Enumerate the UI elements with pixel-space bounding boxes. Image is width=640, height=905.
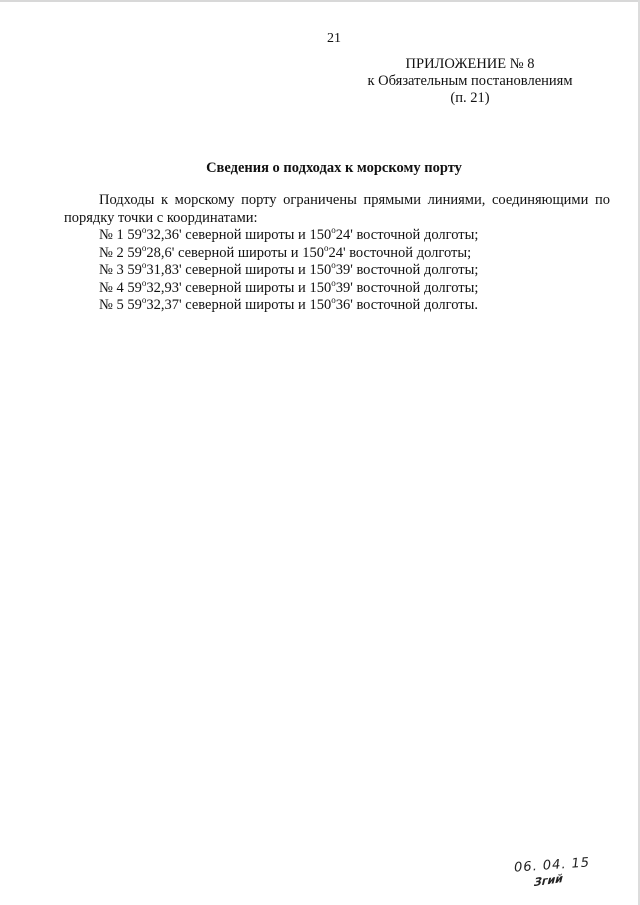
longitude-degrees: 150 (309, 227, 332, 243)
longitude-minutes: 39' (335, 279, 353, 296)
degree-sign: о (141, 242, 147, 253)
latitude-minutes: 31,83' (146, 262, 182, 278)
appendix-header (340, 56, 600, 107)
handwritten-signature: Згий (533, 871, 564, 890)
latitude-degrees: 59 (127, 244, 142, 261)
longitude-degrees: 150 (309, 262, 332, 278)
longitude-label: восточной долготы. (356, 297, 478, 313)
point-number: № 1 (99, 227, 124, 243)
latitude-minutes: 32,93' (146, 279, 182, 296)
degree-sign: о (141, 260, 147, 270)
latitude-label: северной широты и (185, 297, 306, 313)
degree-sign: о (141, 277, 147, 288)
document-body (64, 192, 610, 315)
degree-sign: о (331, 225, 336, 235)
latitude-minutes: 32,36' (146, 227, 182, 243)
latitude-degrees: 59 (127, 297, 142, 313)
latitude-minutes: 28,6' (146, 244, 175, 261)
coordinate-list (64, 227, 610, 315)
appendix-label: ПРИЛОЖЕНИЕ № 8 (405, 56, 535, 72)
degree-sign: о (331, 295, 336, 305)
longitude-minutes: 24' (328, 244, 346, 261)
degree-sign: о (323, 242, 329, 253)
latitude-degrees: 59 (127, 262, 142, 278)
appendix-clause: (п. 21) (450, 90, 490, 106)
longitude-minutes: 24' (335, 227, 353, 243)
longitude-minutes: 39' (335, 262, 353, 278)
longitude-degrees: 150 (309, 297, 332, 313)
latitude-degrees: 59 (127, 279, 142, 296)
degree-sign: о (331, 277, 336, 288)
intro-paragraph: Подходы к морскому порту ограничены прямыми линиями, соединяющими по порядку точки с координатами: (64, 192, 610, 226)
degree-sign: о (141, 295, 147, 305)
point-number: № 3 (99, 262, 124, 278)
latitude-label: северной широты и (185, 227, 306, 243)
handwritten-date: 06. 04. 15 (513, 855, 591, 876)
degree-sign: о (331, 260, 336, 270)
scan-border-top (0, 0, 640, 2)
longitude-label: восточной долготы; (356, 279, 479, 296)
document-title: Сведения о подходах к морскому порту (206, 160, 462, 176)
point-number: № 2 (99, 244, 124, 261)
latitude-minutes: 32,37' (146, 297, 182, 313)
latitude-label: северной широты и (177, 244, 299, 261)
latitude-degrees: 59 (127, 227, 142, 243)
longitude-degrees: 150 (309, 279, 332, 296)
degree-sign: о (141, 225, 147, 235)
latitude-label: северной широты и (185, 279, 306, 296)
longitude-label: восточной долготы; (356, 227, 479, 243)
longitude-label: восточной долготы; (349, 244, 472, 261)
longitude-degrees: 150 (302, 244, 324, 261)
longitude-label: восточной долготы; (356, 262, 479, 278)
coordinate-point (64, 297, 610, 315)
appendix-reference: к Обязательным постановлениям (367, 73, 573, 89)
handwritten-note (508, 852, 604, 898)
latitude-label: северной широты и (185, 262, 306, 278)
point-number: № 5 (99, 297, 124, 313)
page-number: 21 (327, 31, 341, 46)
point-number: № 4 (99, 279, 124, 296)
longitude-minutes: 36' (335, 297, 353, 313)
